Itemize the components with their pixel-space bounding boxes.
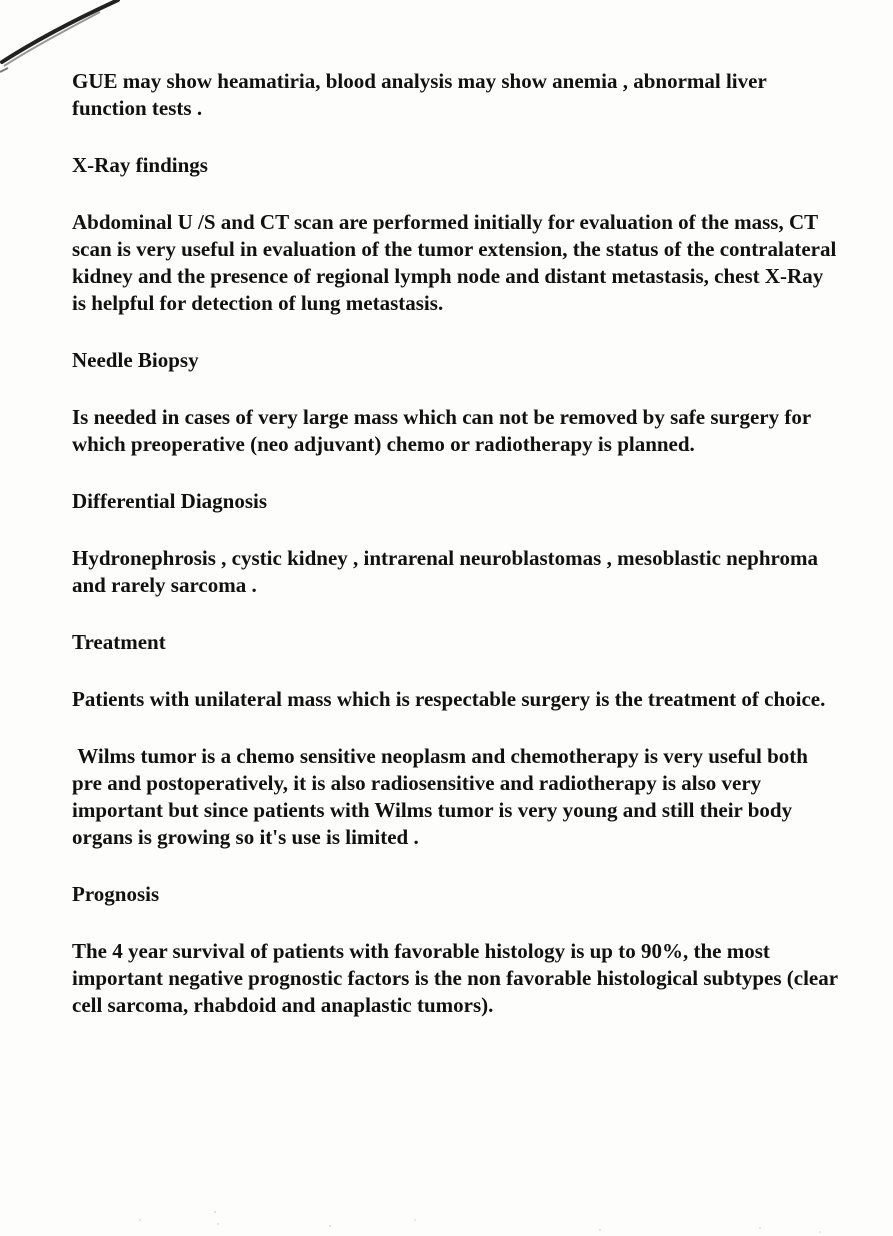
intro-paragraph: GUE may show heamatiria, blood analysis may show anemia , abnormal liver function tests . xyxy=(72,69,767,120)
xray-findings-paragraph: Abdominal U /S and CT scan are performed initially for evaluation of the mass, CT scan is very useful in evaluation of the tumor extension, the status of the contralateral kidney and the presence of regional lymph node and distant metastasis, chest X-Ray is helpful for detection of lung metastasis. xyxy=(72,210,837,315)
scan-noise xyxy=(0,1190,893,1236)
treatment-paragraph-1: Patients with unilateral mass which is respectable surgery is the treatment of choice. xyxy=(72,687,826,711)
document-body xyxy=(72,68,842,1019)
heading-needle-biopsy: Needle Biopsy xyxy=(72,348,199,372)
differential-diagnosis-paragraph: Hydronephrosis , cystic kidney , intrarenal neuroblastomas , mesoblastic nephroma and rarely sarcoma . xyxy=(72,546,818,597)
treatment-paragraph-2: Wilms tumor is a chemo sensitive neoplasm and chemotherapy is very useful both pre and postoperatively, it is also radiosensitive and radiotherapy is also very important but since patients with Wilms tumor is very young and still their body organs is growing so it's use is limited . xyxy=(72,744,814,849)
needle-biopsy-paragraph: Is needed in cases of very large mass which can not be removed by safe surgery for which preoperative (neo adjuvant) chemo or radiotherapy is planned. xyxy=(72,405,811,456)
prognosis-paragraph: The 4 year survival of patients with favorable histology is up to 90%, the most important negative prognostic factors is the non favorable histological subtypes (clear cell sarcoma, rhabdoid and anaplastic tumors). xyxy=(72,939,838,1017)
heading-differential-diagnosis: Differential Diagnosis xyxy=(72,489,268,513)
heading-treatment: Treatment xyxy=(72,630,166,654)
heading-xray-findings: X-Ray findings xyxy=(72,153,208,177)
heading-prognosis: Prognosis xyxy=(72,882,160,906)
